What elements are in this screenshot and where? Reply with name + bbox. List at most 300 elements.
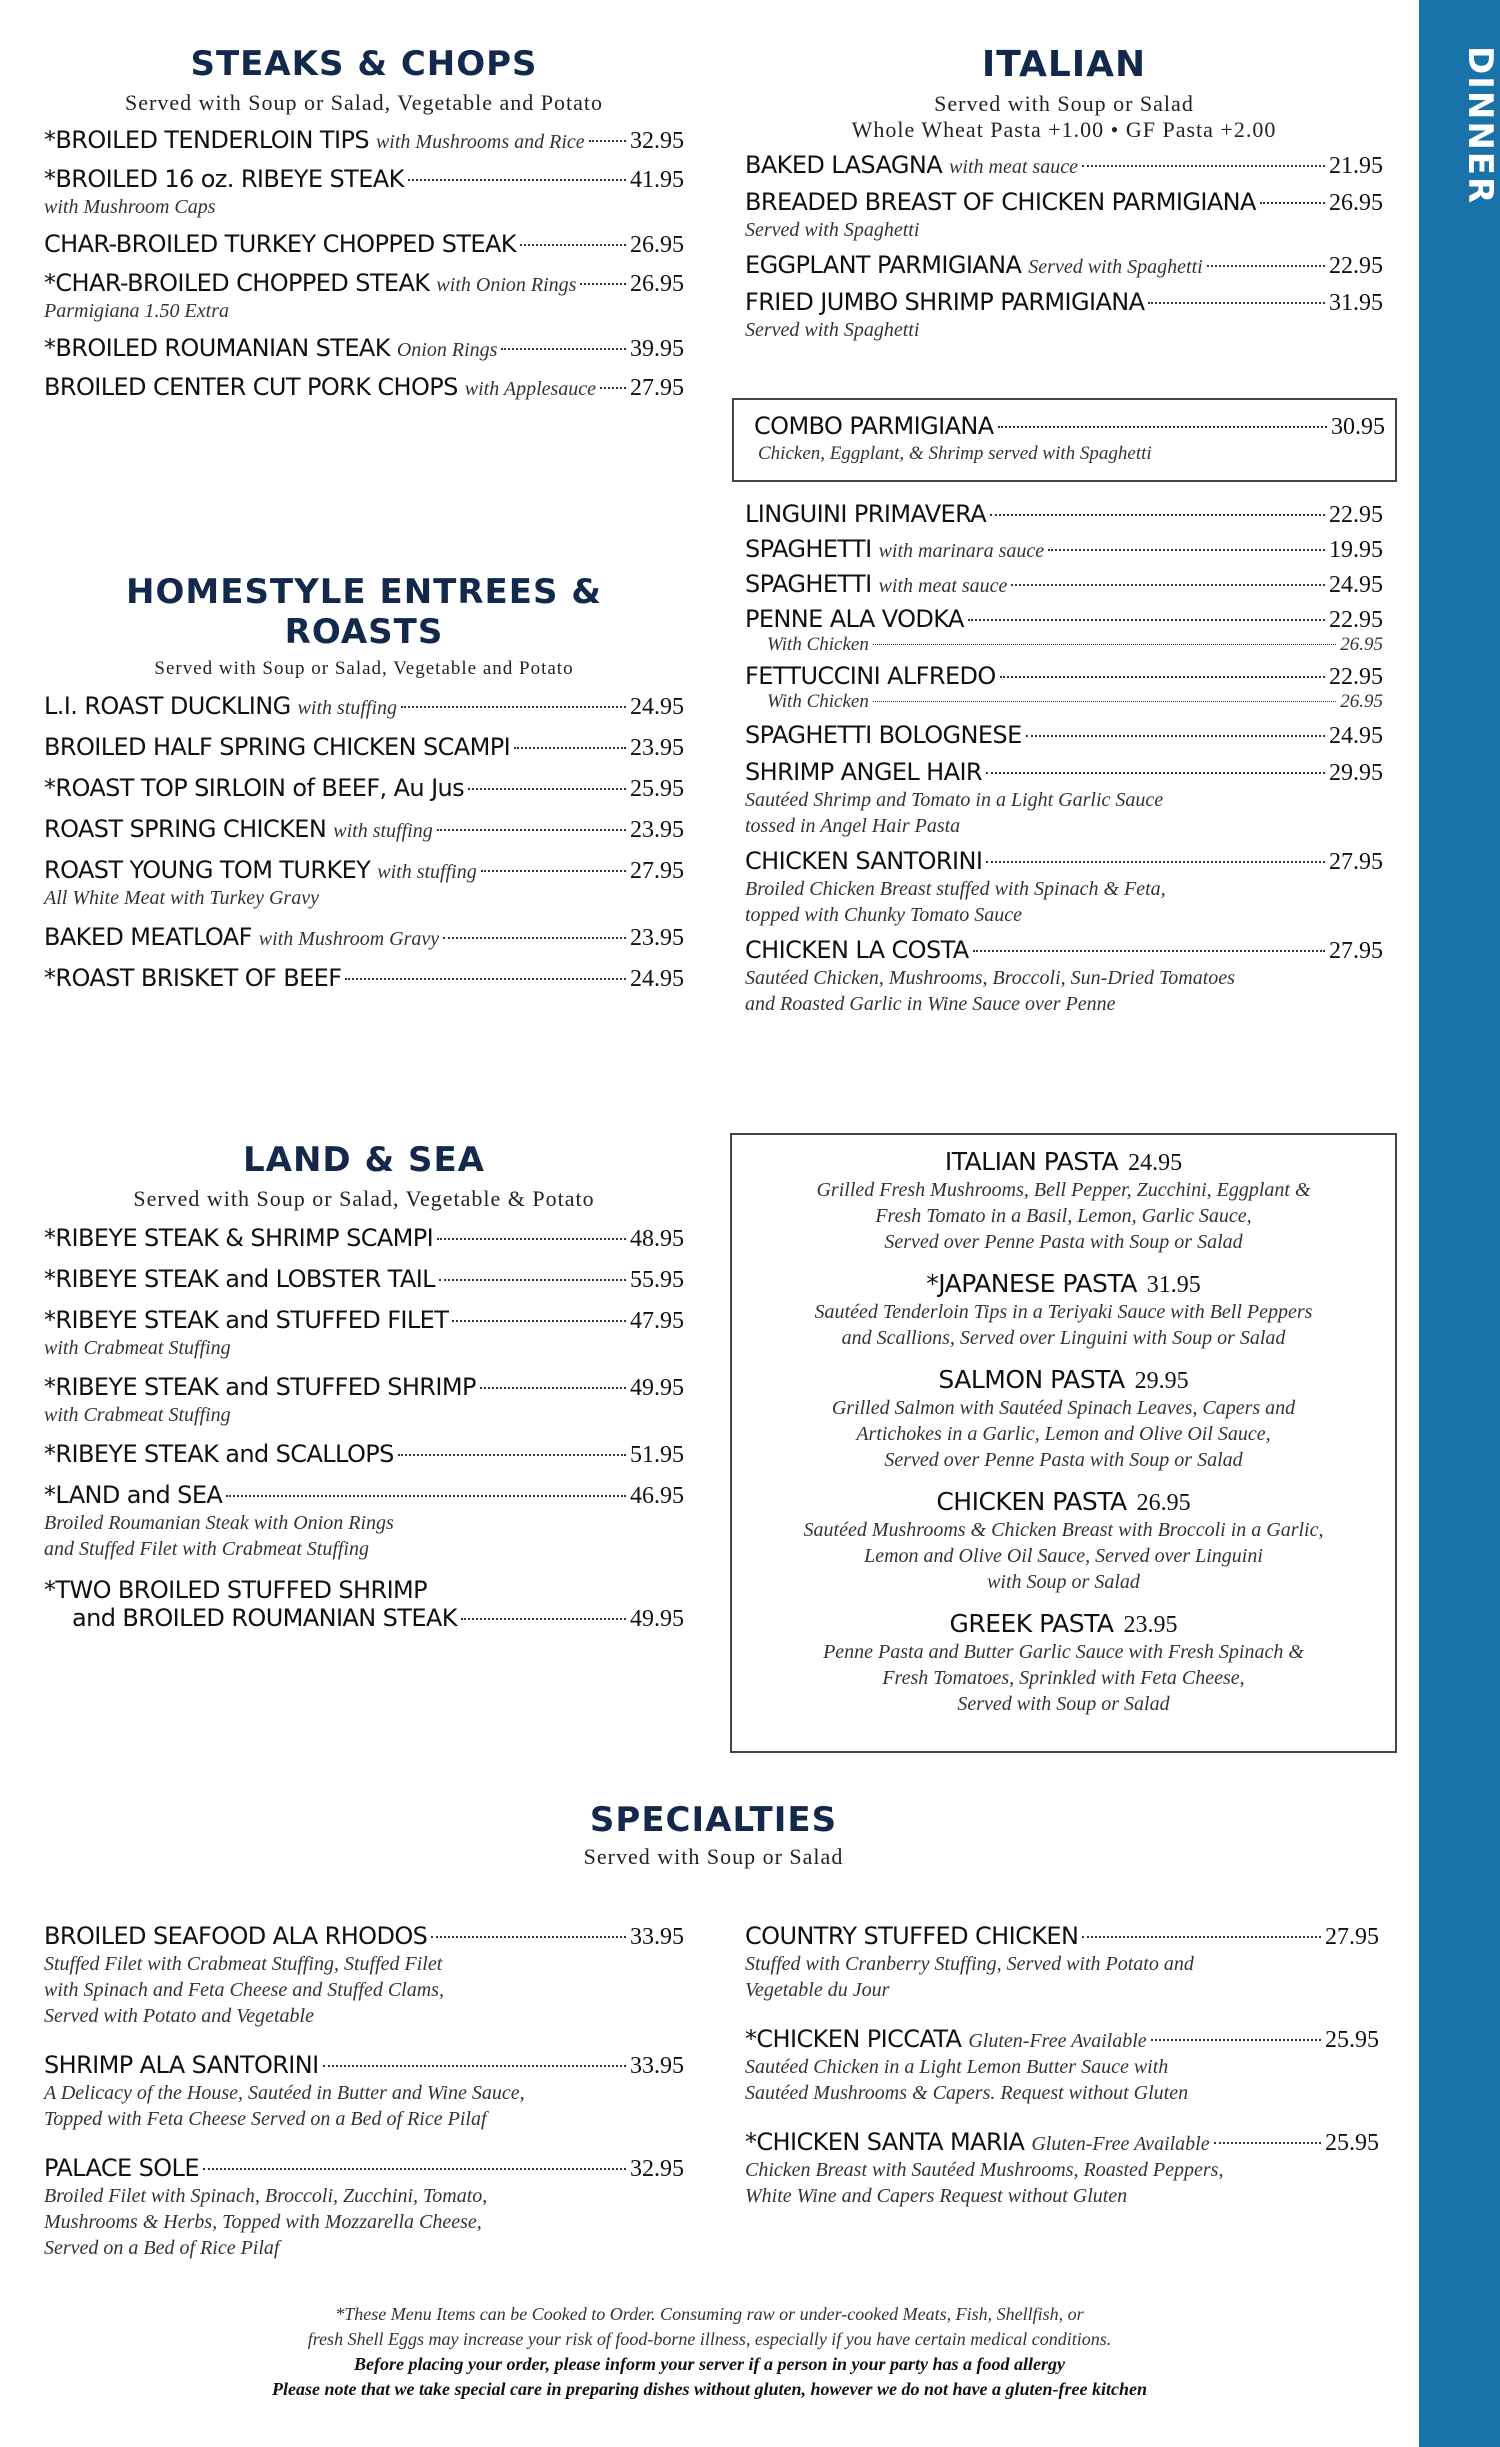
- item-name: *RIBEYE STEAK and STUFFED FILET: [44, 1306, 449, 1334]
- item-price: 24.95: [1329, 572, 1383, 598]
- item-desc: Fresh Tomato in a Basil, Lemon, Garlic Sauce,: [875, 1205, 1252, 1227]
- item-price: 29.95: [1134, 1368, 1189, 1394]
- item-desc: Grilled Salmon with Sautéed Spinach Leaves, Capers and: [831, 1397, 1296, 1419]
- dot-leader: [1260, 202, 1325, 204]
- item-price: 27.95: [630, 375, 684, 401]
- menu-item: [44, 1481, 684, 1562]
- item-name: COUNTRY STUFFED CHICKEN: [745, 1922, 1079, 1950]
- item-desc: with Crabmeat Stuffing: [44, 1404, 231, 1426]
- item-price: 39.95: [630, 336, 684, 362]
- item-note: with meat sauce: [878, 575, 1008, 597]
- item-price: 26.95: [630, 271, 684, 297]
- item-name: and BROILED ROUMANIAN STEAK: [72, 1604, 457, 1632]
- dot-leader: [1048, 549, 1325, 551]
- item-line: [745, 936, 1383, 965]
- item-name: *ROAST BRISKET OF BEEF: [44, 964, 342, 992]
- item-name: PENNE ALA VODKA: [745, 605, 964, 633]
- dot-leader: [398, 1454, 626, 1456]
- dot-leader: [973, 950, 1325, 952]
- dot-leader: [873, 701, 1336, 702]
- item-price: 27.95: [1329, 849, 1383, 875]
- dot-leader: [589, 140, 626, 142]
- item-price: 32.95: [630, 2156, 684, 2182]
- menu-item: [44, 1306, 684, 1361]
- item-line: [745, 188, 1383, 217]
- dot-leader: [468, 788, 626, 790]
- item-line: [745, 151, 1383, 180]
- item-name: ROAST YOUNG TOM TURKEY: [44, 856, 371, 884]
- item-name: *RIBEYE STEAK and STUFFED SHRIMP: [44, 1373, 476, 1401]
- item-desc: Stuffed Filet with Crabmeat Stuffing, Stuffed Filet: [44, 1953, 443, 1975]
- menu-item: [44, 733, 684, 762]
- item-line: [44, 230, 684, 259]
- item-desc: Chicken, Eggplant, & Shrimp served with Spaghetti: [758, 443, 1152, 464]
- item-line: [44, 774, 684, 803]
- item-name: BROILED CENTER CUT PORK CHOPS: [44, 373, 458, 401]
- item-name: ROAST SPRING CHICKEN: [44, 815, 327, 843]
- pasta-special: [750, 1609, 1377, 1717]
- section-title: HOMESTYLE ENTREES & ROASTS: [126, 572, 602, 652]
- item-name: SHRIMP ALA SANTORINI: [44, 2051, 319, 2079]
- item-line: [44, 1306, 684, 1335]
- menu-item: [745, 721, 1383, 750]
- item-name: *JAPANESE PASTA: [926, 1269, 1137, 1298]
- dot-leader: [1000, 676, 1325, 678]
- item-note: with Mushroom Gravy: [258, 928, 440, 950]
- item-name: CHICKEN PASTA: [936, 1487, 1127, 1516]
- item-name: FETTUCCINI ALFREDO: [745, 662, 996, 690]
- combo-box: [732, 398, 1397, 482]
- item-price: 22.95: [1329, 253, 1383, 279]
- section-subtitle: Served with Soup or Salad, Vegetable and Potato: [125, 90, 603, 115]
- item-name: *RIBEYE STEAK & SHRIMP SCAMPI: [44, 1224, 434, 1252]
- item-desc: Served over Penne Pasta with Soup or Salad: [884, 1449, 1243, 1471]
- item-price: 31.95: [1329, 290, 1383, 316]
- item-desc: tossed in Angel Hair Pasta: [745, 815, 961, 837]
- item-line: [44, 334, 684, 363]
- item-name: SPAGHETTI BOLOGNESE: [745, 721, 1022, 749]
- item-line: [44, 856, 684, 885]
- item-line: [44, 269, 684, 298]
- item-desc: Served over Penne Pasta with Soup or Salad: [884, 1231, 1243, 1253]
- item-line: [44, 1922, 684, 1951]
- item-name: FRIED JUMBO SHRIMP PARMIGIANA: [745, 288, 1145, 316]
- item-name: SPAGHETTI: [745, 535, 872, 563]
- menu-item: [44, 334, 684, 363]
- item-price: 23.95: [630, 735, 684, 761]
- item-desc: Served with Spaghetti: [745, 219, 920, 241]
- item-desc: with Spinach and Feta Cheese and Stuffed Clams,: [44, 1979, 444, 2001]
- menu-item: [44, 1922, 684, 2029]
- dot-leader: [986, 861, 1325, 863]
- menu-item: [44, 815, 684, 844]
- item-line: [745, 288, 1383, 317]
- item-price: 26.95: [1340, 634, 1383, 655]
- menu-item: [745, 251, 1383, 280]
- menu-item: [44, 165, 684, 220]
- item-price: 46.95: [630, 1483, 684, 1509]
- item-price: 29.95: [1329, 760, 1383, 786]
- item-desc: Sautéed Mushrooms & Chicken Breast with Broccoli in a Garlic,: [803, 1519, 1324, 1541]
- item-desc: Stuffed with Cranberry Stuffing, Served with Potato and: [745, 1953, 1194, 1975]
- item-price: 55.95: [630, 1267, 684, 1293]
- item-name: *RIBEYE STEAK and SCALLOPS: [44, 1440, 394, 1468]
- item-name: CHICKEN SANTORINI: [745, 847, 983, 875]
- dot-leader: [986, 772, 1325, 774]
- item-desc: Served with Soup or Salad: [957, 1693, 1170, 1715]
- section-subtitle: Served with Soup or Salad: [934, 91, 1194, 116]
- dot-leader: [443, 937, 626, 939]
- menu-item: [745, 605, 1383, 634]
- item-note: with stuffing: [297, 697, 398, 719]
- item-line: [745, 605, 1383, 634]
- dot-leader: [1214, 2142, 1321, 2144]
- item-desc: and Roasted Garlic in Wine Sauce over Penne: [745, 993, 1116, 1015]
- item-desc: Broiled Filet with Spinach, Broccoli, Zucchini, Tomato,: [44, 2185, 488, 2207]
- gluten-notice: Please note that we take special care in preparing dishes without gluten, however we do not have a gluten-free kitchen: [272, 2379, 1147, 2399]
- item-line: [44, 923, 684, 952]
- dot-leader: [226, 1495, 626, 1497]
- menu-item: [745, 500, 1383, 529]
- item-name: BREADED BREAST OF CHICKEN PARMIGIANA: [745, 188, 1256, 216]
- item-line: [745, 2128, 1379, 2157]
- item-note: Served with Spaghetti: [1028, 256, 1203, 278]
- item-name: SALMON PASTA: [938, 1365, 1125, 1394]
- pasta-options: Whole Wheat Pasta +1.00 • GF Pasta +2.00: [851, 117, 1277, 142]
- item-name: *CHICKEN SANTA MARIA: [745, 2128, 1025, 2156]
- item-name: EGGPLANT PARMIGIANA: [745, 251, 1022, 279]
- item-desc: with Mushroom Caps: [44, 196, 216, 218]
- pasta-heading: [750, 1487, 1377, 1517]
- item-price: 25.95: [630, 776, 684, 802]
- item-note: with Mushrooms and Rice: [375, 131, 585, 153]
- pasta-special: [750, 1147, 1377, 1255]
- dot-leader: [401, 706, 626, 708]
- item-name: PALACE SOLE: [44, 2154, 199, 2182]
- item-desc: Sautéed Tenderloin Tips in a Teriyaki Sauce with Bell Peppers: [814, 1301, 1313, 1323]
- dot-leader: [439, 1279, 626, 1281]
- dot-leader: [481, 870, 626, 872]
- item-price: 23.95: [630, 817, 684, 843]
- item-note: with meat sauce: [949, 156, 1078, 178]
- dot-leader: [408, 179, 626, 181]
- dot-leader: [1011, 584, 1325, 586]
- dot-leader: [431, 1936, 626, 1938]
- item-name: *BROILED ROUMANIAN STEAK: [44, 334, 390, 362]
- dot-leader: [1207, 265, 1325, 267]
- item-price: 24.95: [630, 694, 684, 720]
- item-desc: and Stuffed Filet with Crabmeat Stuffing: [44, 1538, 369, 1560]
- item-price: 30.95: [1331, 414, 1385, 440]
- section-title: SPECIALTIES: [589, 1800, 838, 1840]
- dot-leader: [990, 514, 1325, 516]
- menu-item: [44, 774, 684, 803]
- item-desc: and Scallions, Served over Linguini with Soup or Salad: [841, 1327, 1286, 1349]
- item-name: SHRIMP ANGEL HAIR: [745, 758, 982, 786]
- disclaimer-line: fresh Shell Eggs may increase your risk of food-borne illness, especially if you have certain medical conditions.: [307, 2329, 1112, 2349]
- item-desc: with Crabmeat Stuffing: [44, 1337, 231, 1359]
- penne-with-chicken: [745, 634, 1383, 656]
- item-desc: Lemon and Olive Oil Sauce, Served over Linguini: [864, 1545, 1263, 1567]
- item-desc: Sautéed Chicken, Mushrooms, Broccoli, Sun-Dried Tomatoes: [745, 967, 1235, 989]
- item-name: *BROILED 16 oz. RIBEYE STEAK: [44, 165, 404, 193]
- item-desc: Broiled Chicken Breast stuffed with Spinach & Feta,: [745, 878, 1166, 900]
- item-name: BROILED HALF SPRING CHICKEN SCAMPI: [44, 733, 511, 761]
- pasta-heading: [750, 1609, 1377, 1639]
- item-note: with marinara sauce: [878, 540, 1045, 562]
- italian-pasta-list: [745, 494, 1383, 1017]
- pasta-special: [750, 1269, 1377, 1351]
- dinner-label: DINNER: [1460, 46, 1500, 206]
- menu-item: [745, 2025, 1379, 2106]
- item-price: 33.95: [630, 2053, 684, 2079]
- item-name: *CHAR-BROILED CHOPPED STEAK: [44, 269, 430, 297]
- pasta-heading: [750, 1269, 1377, 1299]
- menu-item: [44, 856, 684, 911]
- item-line: [745, 847, 1383, 876]
- section-subtitle: Served with Soup or Salad, Vegetable & Potato: [133, 1186, 595, 1211]
- item-name: CHAR-BROILED TURKEY CHOPPED STEAK: [44, 230, 516, 258]
- item-note: Gluten-Free Available: [1031, 2133, 1210, 2155]
- item-name: BAKED LASAGNA: [745, 151, 943, 179]
- item-name: CHICKEN LA COSTA: [745, 936, 969, 964]
- item-price: 49.95: [630, 1375, 684, 1401]
- item-line: [44, 165, 684, 194]
- menu-item: [745, 936, 1383, 1017]
- item-price: 27.95: [1325, 1924, 1379, 1950]
- item-price: 22.95: [1329, 502, 1383, 528]
- item-line: [44, 1224, 684, 1253]
- dot-leader: [480, 1387, 626, 1389]
- menu-item: [44, 923, 684, 952]
- menu-item: [44, 964, 684, 993]
- menu-item: [44, 126, 684, 155]
- item-option: With Chicken: [767, 634, 869, 655]
- item-line: [745, 535, 1383, 564]
- dot-leader: [968, 619, 1325, 621]
- section-subtitle: Served with Soup or Salad: [583, 1844, 844, 1869]
- item-price: 23.95: [1123, 1612, 1178, 1638]
- italian-section: [745, 44, 1383, 343]
- item-note: Onion Rings: [396, 339, 498, 361]
- item-option: With Chicken: [767, 691, 869, 712]
- item-desc: Served on a Bed of Rice Pilaf: [44, 2237, 280, 2259]
- item-line: [44, 126, 684, 155]
- menu-item: [745, 662, 1383, 691]
- item-price: 22.95: [1329, 664, 1383, 690]
- section-subtitle: Served with Soup or Salad, Vegetable and Potato: [154, 658, 574, 679]
- item-line: [44, 1265, 684, 1294]
- item-name: *LAND and SEA: [44, 1481, 223, 1509]
- dot-leader: [580, 283, 626, 285]
- item-price: 26.95: [1340, 691, 1383, 712]
- item-name: *TWO BROILED STUFFED SHRIMP: [44, 1576, 428, 1604]
- item-desc: Artichokes in a Garlic, Lemon and Olive Oil Sauce,: [856, 1423, 1271, 1445]
- dot-leader: [1082, 1936, 1321, 1938]
- dot-leader: [323, 2065, 626, 2067]
- specialties-right: [745, 1900, 1379, 2209]
- item-name: *CHICKEN PICCATA: [745, 2025, 962, 2053]
- item-name: ITALIAN PASTA: [944, 1147, 1119, 1176]
- menu-item: [44, 692, 684, 721]
- item-price: 26.95: [1329, 190, 1383, 216]
- item-desc: Topped with Feta Cheese Served on a Bed of Rice Pilaf: [44, 2108, 487, 2130]
- item-desc: Chicken Breast with Sautéed Mushrooms, Roasted Peppers,: [745, 2159, 1224, 2181]
- dinner-sidebar: [1419, 0, 1500, 2447]
- item-desc: Penne Pasta and Butter Garlic Sauce with Fresh Spinach &: [823, 1641, 1304, 1663]
- item-line: [44, 2051, 684, 2080]
- pasta-special: [750, 1365, 1377, 1473]
- item-price: 49.95: [630, 1606, 684, 1632]
- section-title: STEAKS & CHOPS: [190, 44, 538, 84]
- item-note: with stuffing: [377, 861, 477, 883]
- item-line: [745, 570, 1383, 599]
- item-price: 48.95: [630, 1226, 684, 1252]
- item-line: [745, 2025, 1379, 2054]
- specialties-header: [44, 1800, 1383, 1870]
- menu-item: [44, 269, 684, 324]
- menu-item: [44, 230, 684, 259]
- item-desc: Served with Potato and Vegetable: [44, 2005, 314, 2027]
- item-price: 33.95: [630, 1924, 684, 1950]
- dot-leader: [437, 1238, 626, 1240]
- item-line: [44, 815, 684, 844]
- pasta-heading: [750, 1147, 1377, 1177]
- menu-item: [745, 1922, 1379, 2003]
- item-note: Gluten-Free Available: [968, 2030, 1147, 2052]
- item-desc: All White Meat with Turkey Gravy: [44, 887, 319, 909]
- item-line: [745, 758, 1383, 787]
- steaks-section: [44, 44, 684, 402]
- item-desc: Vegetable du Jour: [745, 1979, 890, 2001]
- item-note: with Onion Rings: [436, 274, 577, 296]
- menu-item: [745, 570, 1383, 599]
- dot-leader: [873, 644, 1336, 645]
- item-desc: Sautéed Shrimp and Tomato in a Light Garlic Sauce: [745, 789, 1164, 811]
- item-price: 27.95: [630, 858, 684, 884]
- item-desc: Broiled Roumanian Steak with Onion Rings: [44, 1512, 394, 1534]
- item-price: 24.95: [1128, 1150, 1183, 1176]
- allergy-notice: Before placing your order, please inform your server if a person in your party has a food allergy: [354, 2354, 1065, 2374]
- dot-leader: [501, 348, 626, 350]
- item-line: [745, 1922, 1379, 1951]
- item-price: 22.95: [1329, 607, 1383, 633]
- item-price: 25.95: [1325, 2027, 1379, 2053]
- section-title: LAND & SEA: [242, 1140, 485, 1180]
- dot-leader: [514, 747, 626, 749]
- item-desc: A Delicacy of the House, Sautéed in Butter and Wine Sauce,: [44, 2082, 525, 2104]
- menu-item: [44, 2154, 684, 2261]
- item-price: 31.95: [1146, 1272, 1201, 1298]
- dot-leader: [345, 978, 626, 980]
- item-desc: Fresh Tomatoes, Sprinkled with Feta Cheese,: [882, 1667, 1245, 1689]
- menu-item: [745, 188, 1383, 243]
- item-price: 26.95: [1136, 1490, 1191, 1516]
- menu-item: [44, 1440, 684, 1469]
- item-line: [745, 500, 1383, 529]
- dot-leader: [520, 244, 626, 246]
- item-line: [44, 373, 684, 402]
- fettuccini-with-chicken: [745, 691, 1383, 713]
- disclaimer-line: *These Menu Items can be Cooked to Order. Consuming raw or under-cooked Meats, Fish, Shellfish, or: [335, 2304, 1084, 2324]
- landsea-section: [44, 1140, 684, 1633]
- item-name: *BROILED TENDERLOIN TIPS: [44, 126, 369, 154]
- menu-item: [745, 847, 1383, 928]
- item-name: LINGUINI PRIMAVERA: [745, 500, 987, 528]
- dot-leader: [1148, 302, 1325, 304]
- item-note: with stuffing: [333, 820, 433, 842]
- item-price: 24.95: [630, 966, 684, 992]
- item-desc: topped with Chunky Tomato Sauce: [745, 904, 1023, 926]
- menu-item: [44, 2051, 684, 2132]
- item-name: BAKED MEATLOAF: [44, 923, 252, 951]
- pasta-special: [750, 1487, 1377, 1595]
- item-desc: Parmigiana 1.50 Extra: [44, 300, 229, 322]
- pasta-box: [730, 1133, 1397, 1753]
- homestyle-section: [44, 572, 684, 993]
- item-desc: with Soup or Salad: [987, 1571, 1140, 1593]
- menu-item: [44, 1265, 684, 1294]
- item-price: 24.95: [1329, 723, 1383, 749]
- specialties-left: [44, 1900, 684, 2261]
- dot-leader: [998, 426, 1327, 428]
- item-desc: Sautéed Chicken in a Light Lemon Butter Sauce with: [745, 2056, 1169, 2078]
- item-line: [44, 1440, 684, 1469]
- item-line: [44, 2154, 684, 2183]
- dot-leader: [1026, 735, 1325, 737]
- item-price: 23.95: [630, 925, 684, 951]
- item-name: *RIBEYE STEAK and LOBSTER TAIL: [44, 1265, 435, 1293]
- menu-item: [745, 2128, 1379, 2209]
- dot-leader: [452, 1320, 626, 1322]
- dot-leader: [203, 2168, 626, 2170]
- item-price: 51.95: [630, 1442, 684, 1468]
- section-title: ITALIAN: [981, 44, 1147, 85]
- pasta-heading: [750, 1365, 1377, 1395]
- menu-item: [745, 151, 1383, 180]
- menu-item: [44, 1373, 684, 1428]
- menu-item: [745, 535, 1383, 564]
- item-line: [44, 1481, 684, 1510]
- item-desc: Grilled Fresh Mushrooms, Bell Pepper, Zucchini, Eggplant &: [816, 1179, 1311, 1201]
- item-line: [44, 964, 684, 993]
- item-name: L.I. ROAST DUCKLING: [44, 692, 291, 720]
- item-price: 26.95: [630, 232, 684, 258]
- item-line: [745, 251, 1383, 280]
- item-price: 47.95: [630, 1308, 684, 1334]
- item-price: 21.95: [1329, 153, 1383, 179]
- item-price: 19.95: [1329, 537, 1383, 563]
- item-name: *ROAST TOP SIRLOIN of BEEF, Au Jus: [44, 774, 465, 802]
- menu-disclaimer: [0, 2302, 1419, 2402]
- item-price: 25.95: [1325, 2130, 1379, 2156]
- menu-item: [745, 758, 1383, 839]
- item-desc: White Wine and Capers Request without Gluten: [745, 2185, 1128, 2207]
- menu-item: [44, 1576, 684, 1633]
- dot-leader: [1151, 2039, 1321, 2041]
- menu-item: [44, 373, 684, 402]
- item-desc: Sautéed Mushrooms & Capers. Request without Gluten: [745, 2082, 1189, 2104]
- dot-leader: [437, 829, 626, 831]
- dot-leader: [1082, 165, 1325, 167]
- item-name: COMBO PARMIGIANA: [754, 412, 994, 440]
- item-name: BROILED SEAFOOD ALA RHODOS: [44, 1922, 428, 1950]
- item-price: 41.95: [630, 167, 684, 193]
- dot-leader: [461, 1618, 626, 1620]
- item-name: SPAGHETTI: [745, 570, 872, 598]
- item-note: with Applesauce: [464, 378, 597, 400]
- item-price: 27.95: [1329, 938, 1383, 964]
